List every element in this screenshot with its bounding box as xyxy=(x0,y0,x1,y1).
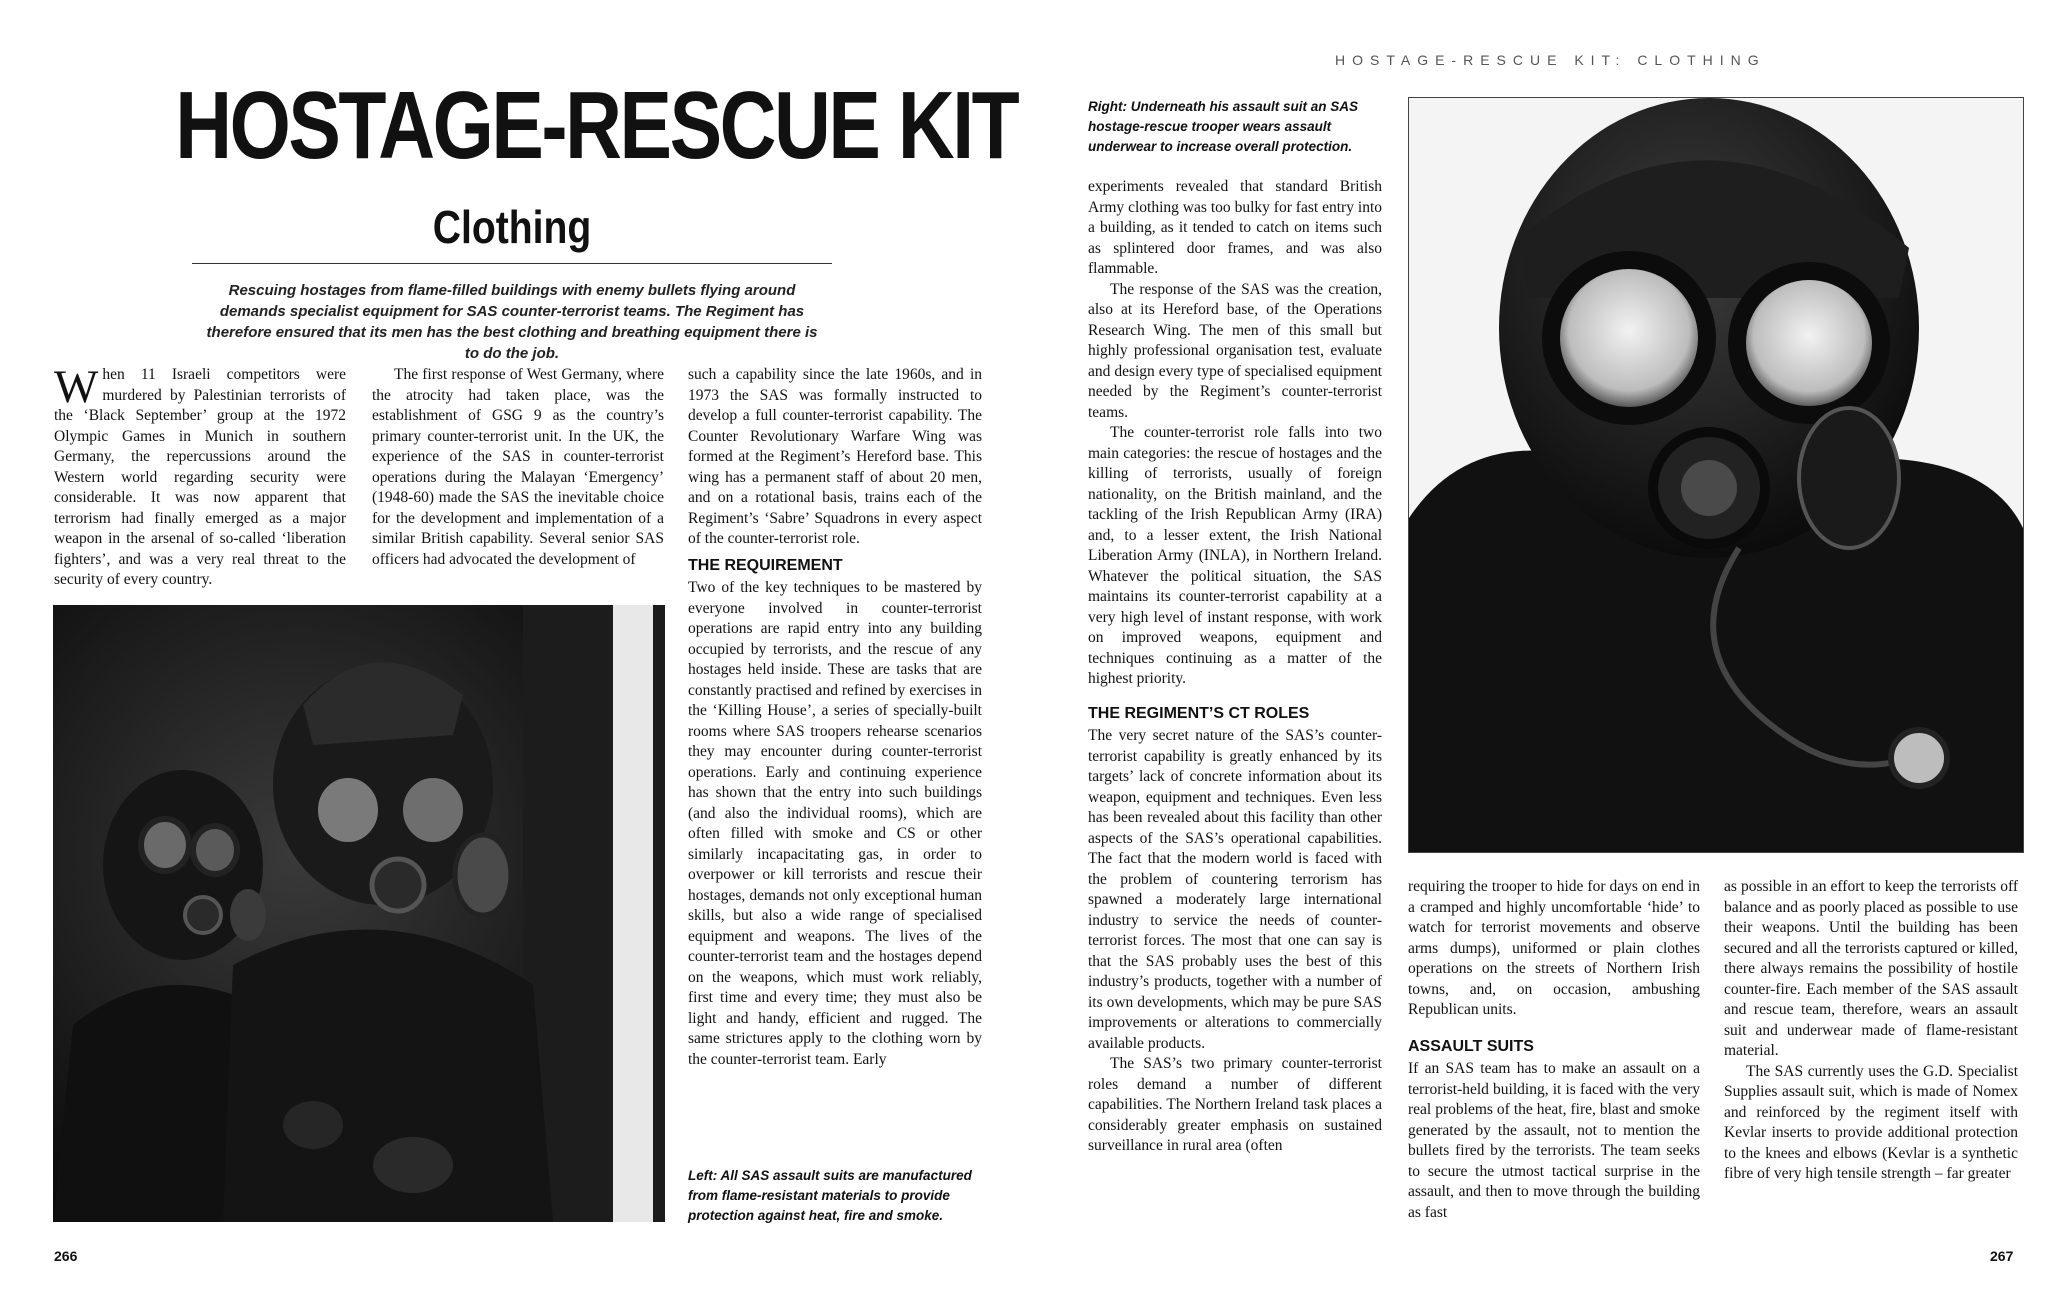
body-text: as possible in an effort to keep the terrorists off balance and as poorly placed as possible to use their weapons. Until the building has been secured and all the terrorists captured or killed, there always remains the possibility of hostile counter-fire. Each member of the SAS assault and rescue team, therefore, wears an assault suit and underwear made of flame-resistant material. xyxy=(1724,878,2018,1059)
body-text: experiments revealed that standard British Army clothing was too bulky for fast entry into a building, as it tended to catch on items such as splintered door frames, and was also flammable. xyxy=(1088,178,1382,277)
body-text: The very secret nature of the SAS’s counter-terrorist capability is greatly enhanced by its targets’ lack of concrete information about its weapon, equipment and techniques. Even less has been revealed about this facility than other aspects of the SAS’s operational capabilities. The fact that the modern world is faced with the problem of countering terrorism has spawned a moderately large international industry to service the needs of counter-terrorist forces. The most that one can say is that the SAS probably uses the best of this industry’s products, together with a number of its own developments, which may be pure SAS improvements or alterations to commercially available products. xyxy=(1088,727,1382,1052)
page-number-left: 266 xyxy=(54,1248,78,1264)
troopers-illustration xyxy=(53,605,665,1222)
running-head: HOSTAGE-RESCUE KIT: CLOTHING xyxy=(1335,52,1766,68)
photo-troopers-gas-masks xyxy=(53,605,665,1222)
title-divider xyxy=(192,263,832,264)
section-heading-requirement: THE REQUIREMENT xyxy=(688,556,843,574)
body-text: The SAS currently uses the G.D. Specialist Supplies assault suit, which is made of Nomex and reinforced by the regiment itself with Kevlar inserts to provide additional protection to the knees and elbows (Kevlar is a synthetic fibre of very high tensile strength – far greater xyxy=(1724,1062,2018,1182)
body-text: The SAS’s two primary counter-terrorist roles demand a number of different capabilities. The Northern Ireland task places a considerably greater emphasis on sustained surveillance in rural area (often xyxy=(1088,1055,1382,1154)
right-column-2 xyxy=(1408,877,1700,1223)
trooper-portrait-illustration xyxy=(1409,98,2023,852)
right-photo-caption: Right: Underneath his assault suit an SAS hostage-rescue trooper wears assault underwear to increase overall protection. xyxy=(1088,99,1359,154)
left-column-3 xyxy=(688,365,982,1070)
body-text: The first response of West Germany, where the atrocity had taken place, was the establishment of GSG 9 as the country’s primary counter-terrorist unit. In the UK, the experience of the SAS in counter-terrorist operations during the Malayan ‘Emergency’ (1948-60) made the SAS the inevitable choice for the development and implementation of a similar British capability. Several senior SAS officers had advocated the development of xyxy=(372,366,664,568)
page-title: HOSTAGE-RESCUE KIT xyxy=(175,72,1018,179)
page-number-right: 267 xyxy=(1990,1248,2014,1264)
body-text: such a capability since the late 1960s, and in 1973 the SAS was formally instructed to develop a full counter-terrorist capability. The Counter Revolutionary Warfare Wing was formed at the Regiment’s Hereford base. This wing has a permanent staff of about 20 men, and on a rotational basis, trains each of the Regiment’s ‘Sabre’ Squadrons in every aspect of the counter-terrorist role. xyxy=(688,366,982,547)
left-column-2 xyxy=(372,365,664,570)
page-subtitle: Clothing xyxy=(432,201,592,253)
body-text: requiring the trooper to hide for days on end in a cramped and highly uncomfortable ‘hide’ to watch for terrorist movements and observe arms dumps), uniformed or plain clothes operations on the streets of Northern Irish towns, and, on occasion, ambushing Republican units. xyxy=(1408,878,1700,1018)
section-heading-assault-suits: ASSAULT SUITS xyxy=(1408,1037,1534,1055)
body-text: The response of the SAS was the creation, also at its Hereford base, of the Operations Research Wing. The men of this small but highly professional organisation test, evaluate and design every type of specialised equipment needed by the Regiment’s counter-terrorist teams. xyxy=(1088,280,1382,421)
body-text: hen 11 Israeli competitors were murdered by Palestinian terrorists of the ‘Black September’ group at the 1972 Olympic Games in Munich in southern Germany, the repercussions around the Western world regarding security were considerable. It was now apparent that terrorism had finally emerged as a major weapon in the arsenal of so-called ‘liberation fighters’, and was a very real threat to the security of every country. xyxy=(54,366,346,588)
left-column-1 xyxy=(54,361,346,591)
body-text: If an SAS team has to make an assault on a terrorist-held building, it is faced with the very real problems of the heat, fire, blast and smoke generated by the assault, not to mention the bullets fired by the terrorists. The team seeks to secure the utmost tactical surprise in the assault, and then to move through the building as fast xyxy=(1408,1060,1700,1221)
photo-trooper-portrait xyxy=(1408,97,2024,853)
left-photo-caption: Left: All SAS assault suits are manufactured from flame-resistant materials to provide protection against heat, fire and smoke. xyxy=(688,1168,972,1223)
drop-cap: W xyxy=(54,361,99,413)
intro-paragraph: Rescuing hostages from flame-filled buildings with enemy bullets flying around demands specialist equipment for SAS counter-terrorist teams. The Regiment has therefore ensured that its men has the best clothing and breathing equipment there is to do the job. xyxy=(206,282,818,362)
body-text: The counter-terrorist role falls into two main categories: the rescue of hostages and the killing of terrorists, usually of foreign nationality, on the British mainland, and the tackling of the Irish Republican Army (IRA) and, to a lesser extent, the Irish National Liberation Army (INLA), in Northern Ireland. Whatever the political situation, the SAS maintains its counter-terrorist capability at a very high level of instant response, with work on improved weapons, equipment and techniques continuing as a matter of the highest priority. xyxy=(1088,424,1382,687)
section-heading-ct-roles: THE REGIMENT’S CT ROLES xyxy=(1088,704,1310,722)
right-column-3 xyxy=(1724,877,2018,1185)
right-column-1 xyxy=(1088,177,1382,1157)
body-text: Two of the key techniques to be mastered by everyone involved in counter-terrorist operations are rapid entry into any building occupied by terrorists, and the rescue of any hostages held inside. These are tasks that are constantly practised and refined by exercises in the ‘Killing House’, a series of specially-built rooms where SAS troopers rehearse scenarios they may encounter during counter-terrorist operations. Early and continuing experience has shown that the entry into such buildings (and also the individual rooms), which are often filled with smoke and CS or other similarly incapacitating gas, in order to overpower or kill terrorists and rescue their hostages, demands not only exceptional human skills, but also a wide range of specialised equipment and weapons. The lives of the counter-terrorist team and the hostages depend on the weapons, which must work reliably, first time and every time; they must also be light and handy, efficient and rugged. The same strictures apply to the clothing worn by the counter-terrorist team. Early xyxy=(688,579,982,1068)
